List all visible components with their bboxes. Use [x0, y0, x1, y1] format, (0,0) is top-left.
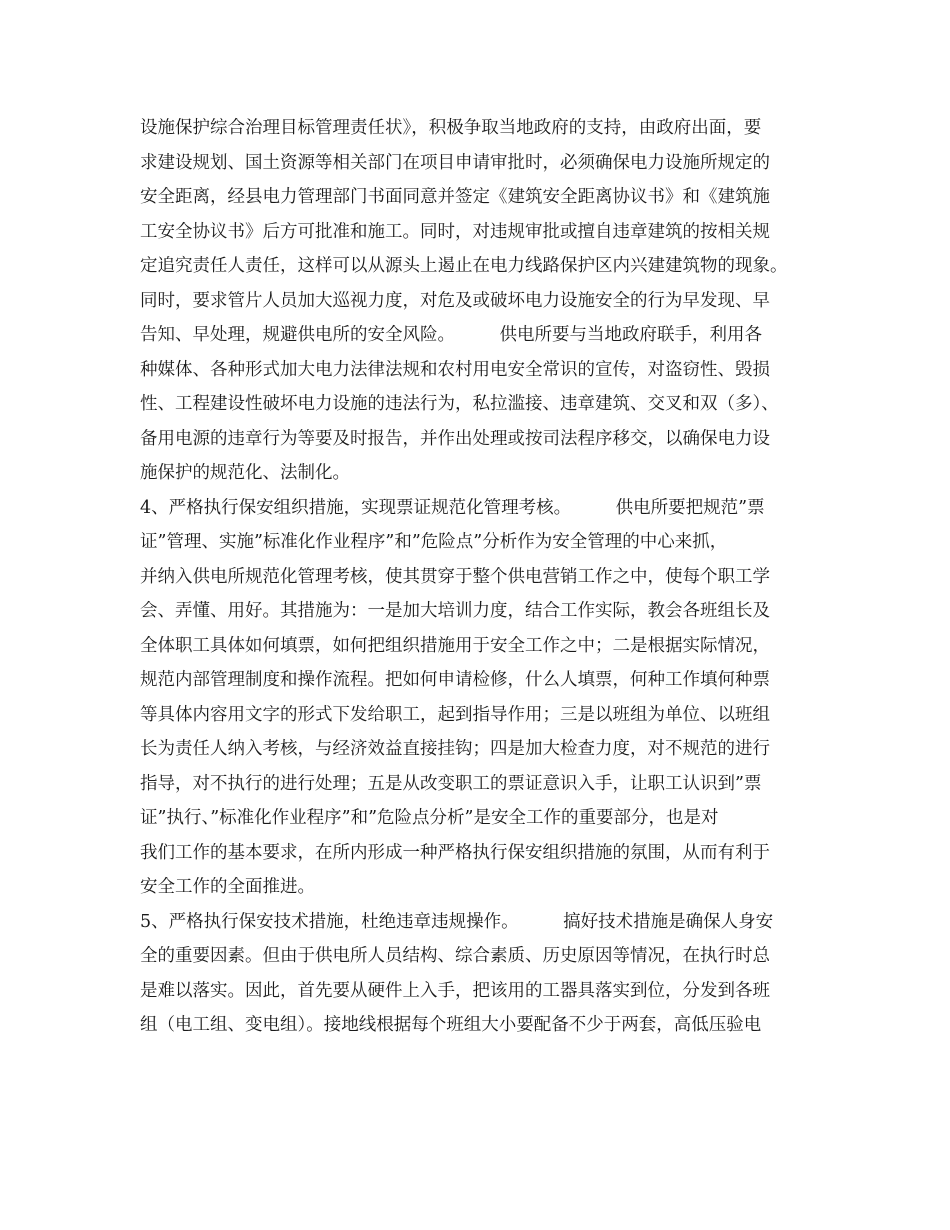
text-line: 并纳入供电所规范化管理考核，使其贯穿于整个供电营销工作之中，使每个职工学: [140, 566, 770, 587]
text-line: 同时，要求管片人员加大巡视力度，对危及或破坏电力设施安全的行为早发现、早: [140, 290, 770, 311]
section-heading-line: 5、严格执行保安技术措施，杜绝违章违规操作。 搞好技术措施是确保人身安: [140, 911, 774, 932]
text-line: 性、工程建设性破坏电力设施的违法行为，私拉滥接、违章建筑、交叉和双（多）、: [140, 394, 779, 414]
text-line: 设施保护综合治理目标管理责任状》，积极争取当地政府的支持，由政府出面，要: [140, 118, 762, 138]
text-line: 求建设规划、国土资源等相关部门在项目申请审批时，必须确保电力设施所规定的: [140, 152, 770, 173]
text-line: 等具体内容用文字的形式下发给职工，起到指导作用；三是以班组为单位、以班组: [140, 704, 770, 725]
body-text: [140, 111, 840, 1043]
text-line: 种媒体、各种形式加大电力法律法规和农村用电安全常识的宣传，对盗窃性、毁损: [140, 359, 770, 380]
text-line: 长为责任人纳入考核，与经济效益直接挂钩；四是加大检查力度，对不规范的进行: [140, 739, 770, 759]
text-line: 施保护的规范化、法制化。: [140, 463, 350, 483]
text-line: 安全工作的全面推进。: [140, 877, 315, 897]
text-line: 我们工作的基本要求，在所内形成一种严格执行保安组织措施的氛围，从而有利于: [140, 842, 770, 863]
text-line: 定追究责任人责任，这样可以从源头上遏止在电力线路保护区内兴建建筑物的现象。: [140, 256, 788, 276]
text-line: 证”管理、实施”标准化作业程序”和”危险点”分析作为安全管理的中心来抓，: [140, 532, 728, 552]
text-line: 工安全协议书》后方可批准和施工。同时，对违规审批或擅自违章建筑的按相关规: [140, 221, 770, 242]
text-line: 备用电源的违章行为等要及时报告，并作出处理或按司法程序移交，以确保电力设: [140, 428, 770, 449]
text-line: 证”执行、”标准化作业程序”和”危险点分析”是安全工作的重要部分，也是对: [140, 808, 719, 828]
text-line: 规范内部管理制度和操作流程。把如何申请检修，什么人填票，何种工作填何种票: [140, 670, 770, 690]
text-line: 会、弄懂、用好。其措施为：一是加大培训力度，结合工作实际，教会各班组长及: [140, 601, 770, 621]
text-line: 指导，对不执行的进行处理；五是从改变职工的票证意识入手，让职工认识到”票: [140, 773, 762, 794]
text-line: 全体职工具体如何填票，如何把组织措施用于安全工作之中；二是根据实际情况，: [140, 635, 770, 656]
text-line: 是难以落实。因此，首先要从硬件上入手，把该用的工器具落实到位，分发到各班: [140, 980, 770, 1001]
section-heading-line: 4、严格执行保安组织措施，实现票证规范化管理考核。 供电所要把规范”票: [140, 497, 765, 518]
text-line: 全的重要因素。但由于供电所人员结构、综合素质、历史原因等情况，在执行时总: [140, 946, 770, 966]
text-line: 组（电工组、变电组）。接地线根据每个班组大小要配备不少于两套，高低压验电: [140, 1015, 762, 1035]
text-line: 告知、早处理，规避供电所的安全风险。 供电所要与当地政府联手，利用各: [140, 325, 762, 345]
text-line: 安全距离，经县电力管理部门书面同意并签定《建筑安全距离协议书》和《建筑施: [140, 187, 770, 207]
